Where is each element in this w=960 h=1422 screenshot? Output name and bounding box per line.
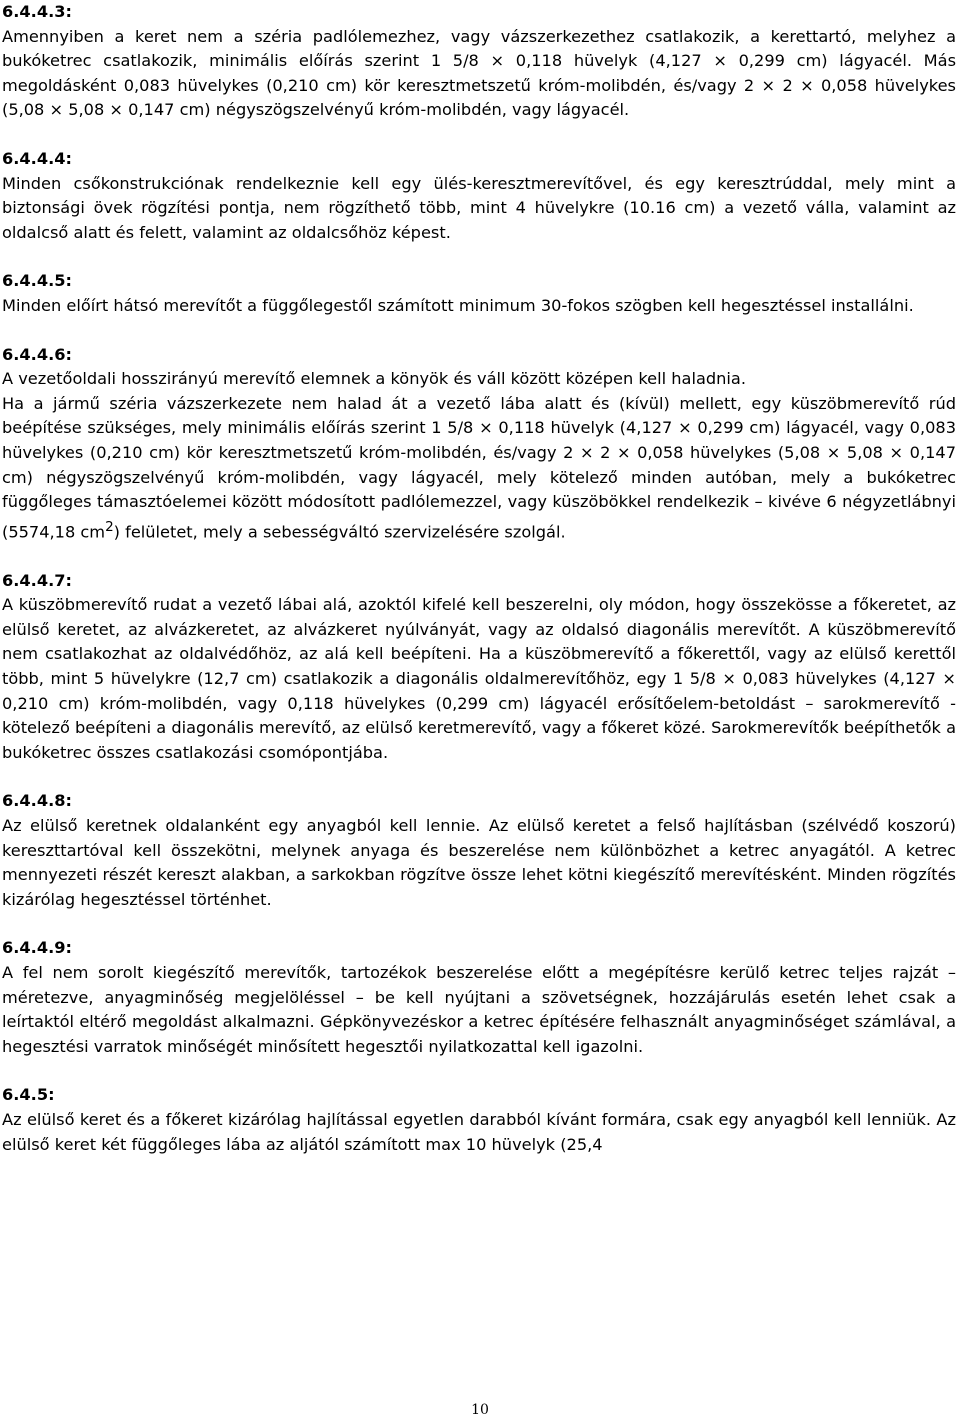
section-text: Minden előírt hátsó merevítőt a függőlegestől számított minimum 30-fokos szögben kell hegesztéssel installálni. (2, 295, 914, 315)
section-text: Minden csőkonstrukciónak rendelkeznie kell egy ülés-keresztmerevítővel, és egy keresztrúddal, mely mint a biztonsági övek rögzítési pontja, nem rögzíthető több, mint 4 hüvelykre (10.16 cm) a vezető válla, valamint az oldalcső alatt és felett, valamint az oldalcsőhöz képest. (2, 173, 956, 242)
section-title: 6.4.4.4: (2, 148, 72, 168)
section-text: Az elülső keretnek oldalanként egy anyagból kell lennie. Az elülső keretet a felső hajlításban (szélvédő koszorú) kereszttartóval kell összekötni, melynek anyaga és beszerelése nem különbözhet a ketrec anyagától. A ketrec mennyezeti részét kereszt alakban, a sarkokban rögzítve össze lehet kötni kiegészítő merevítésként. Minden rögzítés kizárólag hegesztéssel történhet. (2, 816, 956, 909)
section-6-4-4-9 (2, 936, 956, 1059)
section-title: 6.4.5: (2, 1085, 55, 1105)
section-6-4-4-6 (2, 343, 956, 545)
section-title: 6.4.4.7: (2, 570, 72, 590)
section-text: Az elülső keret és a főkeret kizárólag hajlítással egyetlen darabból kívánt formára, csak egy anyagból kell lenniük. Az elülső keret két függőleges lába az aljától számított max 10 hüvelyk (25,4 (2, 1109, 956, 1154)
page-number: 10 (471, 1402, 489, 1418)
section-6-4-4-4 (2, 147, 956, 245)
section-title: 6.4.4.3: (2, 2, 72, 21)
text-before-superscript: Ha a jármű széria vázszerkezete nem halad át a vezető lába alatt és (kívül) mellett, egy küszöbmerevítő rúd beépítése szükséges, mely minimális előírás szerint 1 5/8 × 0,118 hüvelyk (4,127 × 0,299 cm) lágyacél, vagy 0,083 hüvelykes (0,210 cm) kör keresztmetszetű króm-molibdén, és/vagy 2 × 2 × 0,058 hüvelykes (5,08 × 5,08 × 0,147 cm) négyszögszelvényű króm-molibdén, vagy lágyacél, mely kötelező minden autóban, mely a bukóketrec függőleges támasztóelemei között módosított padlólemezzel, vagy küszöbökkel rendelkezik – kivéve 6 négyzetlábnyi (5574,18 cm (2, 393, 956, 542)
section-title: 6.4.4.9: (2, 938, 72, 958)
section-title: 6.4.4.5: (2, 271, 72, 291)
section-text: A küszöbmerevítő rudat a vezető lábai alá, azoktól kifelé kell beszerelni, oly módon, hogy összekösse a főkeretet, az elülső keretet, az alvázkeretet, az alvázkeret nyúlványát, vagy az oldalsó diagonális merevítőt. A küszöbmerevítő nem csatlakozhat az oldalvédőhöz, az alá kell beépíteni. Ha a küszöbmerevítő a főkerettől, vagy az elülső kerettől több, mint 5 hüvelykre (12,7 cm) csatlakozik a diagonális oldalmerevítőhöz, egy 1 5/8 × 0,083 hüvelykes (4,127 × 0,210 cm) króm-molibdén, vagy 0,118 hüvelykes (0,299 cm) lágyacél erősítőelem-betoldást – sarokmerevítő - kötelező beépíteni a diagonális merevítő, az elülső keretmerevítő, vagy a főkeret közé. Sarokmerevítők beépíthetők a bukóketrec összes csatlakozási csomópontjába. (2, 595, 956, 762)
section-6-4-5 (2, 1083, 956, 1157)
section-text: A vezetőoldali hosszirányú merevítő elemnek a könyök és váll között középen kell haladnia. (2, 369, 746, 389)
section-title: 6.4.4.8: (2, 791, 72, 811)
superscript: 2 (105, 518, 114, 535)
section-text: Amennyiben a keret nem a széria padlólemezhez, vagy vázszerkezethez csatlakozik, a kerettartó, melyhez a bukóketrec csatlakozik, minimális előírás szerint 1 5/8 × 0,118 hüvelyk (4,127 × 0,299 cm) lágyacél. Más megoldásként 0,083 hüvelykes (0,210 cm) kör keresztmetszetű króm-molibdén, és/vagy 2 × 2 × 0,058 hüvelykes (5,08 × 5,08 × 0,147 cm) négyszögszelvényű króm-molibdén, vagy lágyacél. (2, 26, 956, 120)
section-title: 6.4.4.6: (2, 344, 72, 364)
text-after-superscript: ) felületet, mely a sebességváltó szervizelésére szolgál. (113, 522, 566, 542)
section-text: A fel nem sorolt kiegészítő merevítők, tartozékok beszerelése előtt a megépítésre kerülő ketrec teljes rajzát – méretezve, anyagminőség megjelöléssel – be kell nyújtani a szövetségnek, hozzájárulás esetén lehet csak a leírtaktól eltérő megoldást alkalmazni. Gépkönyvezéskor a ketrec építésére felhasznált anyagminőséget számlával, a hegesztési varratok minőségét minősített hegesztői nyilatkozattal kell igazolni. (2, 962, 956, 1056)
section-6-4-4-5 (2, 269, 956, 318)
section-6-4-4-8 (2, 789, 956, 912)
section-6-4-4-7 (2, 569, 956, 766)
section-6-4-4-3 (2, 0, 956, 123)
section-text-continued (2, 392, 956, 545)
